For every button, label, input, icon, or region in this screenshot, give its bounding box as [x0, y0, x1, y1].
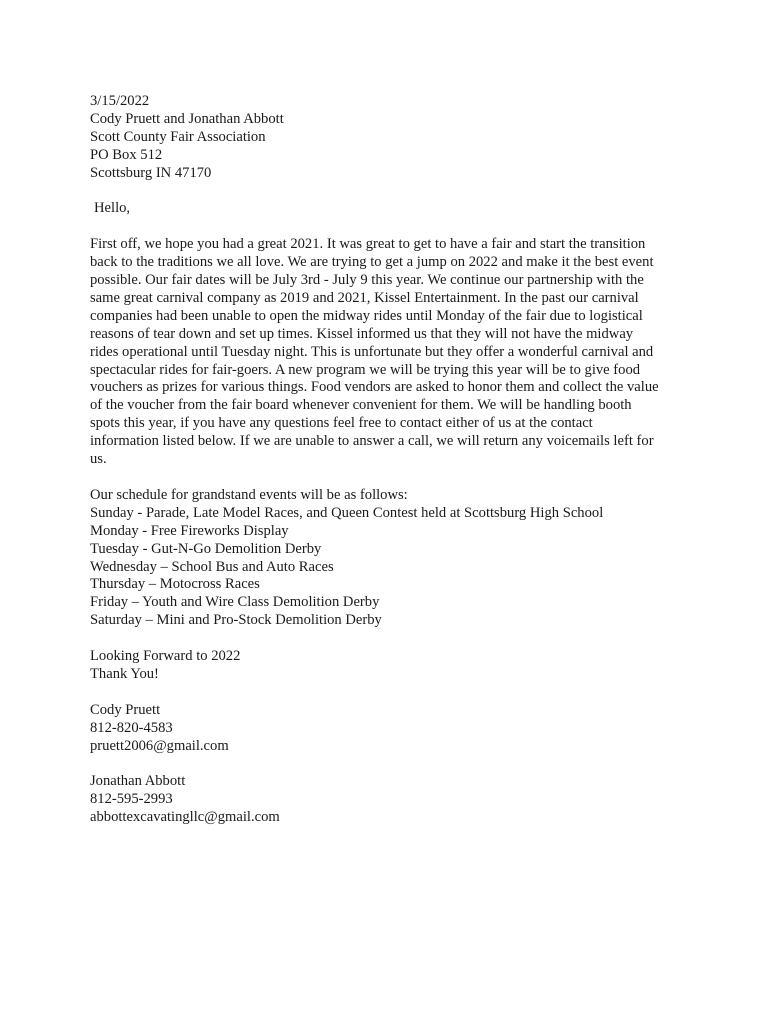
spacer [90, 630, 690, 648]
paragraph-line: rides operational until Tuesday night. This is unfortunate but they offer a wonderful carnival and [90, 343, 654, 360]
spacer [90, 469, 690, 487]
sender-names: Cody Pruett and Jonathan Abbott [90, 110, 284, 127]
paragraph-line: reasons of tear down and set up times. Kissel informed us that they will not have the midway [90, 325, 634, 342]
schedule-item: Thursday – Motocross Races [90, 576, 260, 593]
letter-page [90, 93, 690, 827]
greeting: Hello, [94, 200, 131, 217]
paragraph-line: possible. Our fair dates will be July 3rd - July 9 this year. We continue our partnership with the [90, 272, 644, 289]
contact-phone: 812-595-2993 [90, 791, 173, 808]
schedule-item: Sunday - Parade, Late Model Races, and Queen Contest held at Scottsburg High School [90, 504, 604, 521]
contact-card [90, 702, 690, 756]
contact-card [90, 773, 690, 827]
schedule-item: Monday - Free Fireworks Display [90, 522, 289, 539]
closing [90, 648, 690, 684]
spacer [90, 684, 690, 702]
closing-line: Looking Forward to 2022 [90, 648, 241, 665]
letter-date: 3/15/2022 [90, 93, 150, 109]
contact-email: abbottexcavatingllc@gmail.com [90, 809, 280, 826]
body-paragraph [90, 236, 680, 469]
city-state-zip: Scottsburg IN 47170 [90, 164, 212, 181]
paragraph-line: spectacular rides for fair-goers. A new program we will be trying this year will be to give food [90, 361, 641, 378]
schedule-section [90, 487, 690, 630]
schedule-item: Saturday – Mini and Pro-Stock Demolition Derby [90, 612, 382, 629]
contact-name: Jonathan Abbott [90, 773, 186, 790]
paragraph-line: back to the traditions we all love. We are trying to get a jump on 2022 and make it the best event [90, 254, 654, 271]
paragraph-line: First off, we hope you had a great 2021. It was great to get to have a fair and start the transition [90, 236, 646, 253]
spacer [90, 183, 690, 201]
paragraph-line: companies had been unable to open the midway rides until Monday of the fair due to logistical [90, 307, 643, 324]
paragraph-line: of the voucher from the fair board whenever convenient for them. We will be handling booth [90, 397, 632, 414]
contact-name: Cody Pruett [90, 701, 161, 718]
spacer [90, 755, 690, 773]
schedule-item: Wednesday – School Bus and Auto Races [90, 558, 334, 575]
letter-header [90, 93, 690, 183]
po-box: PO Box 512 [90, 146, 163, 163]
contact-email: pruett2006@gmail.com [90, 737, 229, 754]
organization-name: Scott County Fair Association [90, 128, 266, 145]
contact-phone: 812-820-4583 [90, 719, 173, 736]
paragraph-line: spots this year, if you have any questions feel free to contact either of us at the contact [90, 415, 593, 432]
paragraph-line: same great carnival company as 2019 and 2021, Kissel Entertainment. In the past our carnival [90, 289, 639, 306]
thank-you: Thank You! [90, 665, 159, 682]
schedule-item: Tuesday - Gut-N-Go Demolition Derby [90, 540, 322, 557]
paragraph-line: us. [90, 451, 107, 468]
spacer [90, 218, 690, 236]
paragraph-line: vouchers as prizes for various things. Food vendors are asked to honor them and collect the value [90, 379, 659, 396]
schedule-item: Friday – Youth and Wire Class Demolition Derby [90, 594, 380, 611]
schedule-intro: Our schedule for grandstand events will be as follows: [90, 486, 408, 503]
paragraph-line: information listed below. If we are unable to answer a call, we will return any voicemails left for [90, 433, 654, 450]
